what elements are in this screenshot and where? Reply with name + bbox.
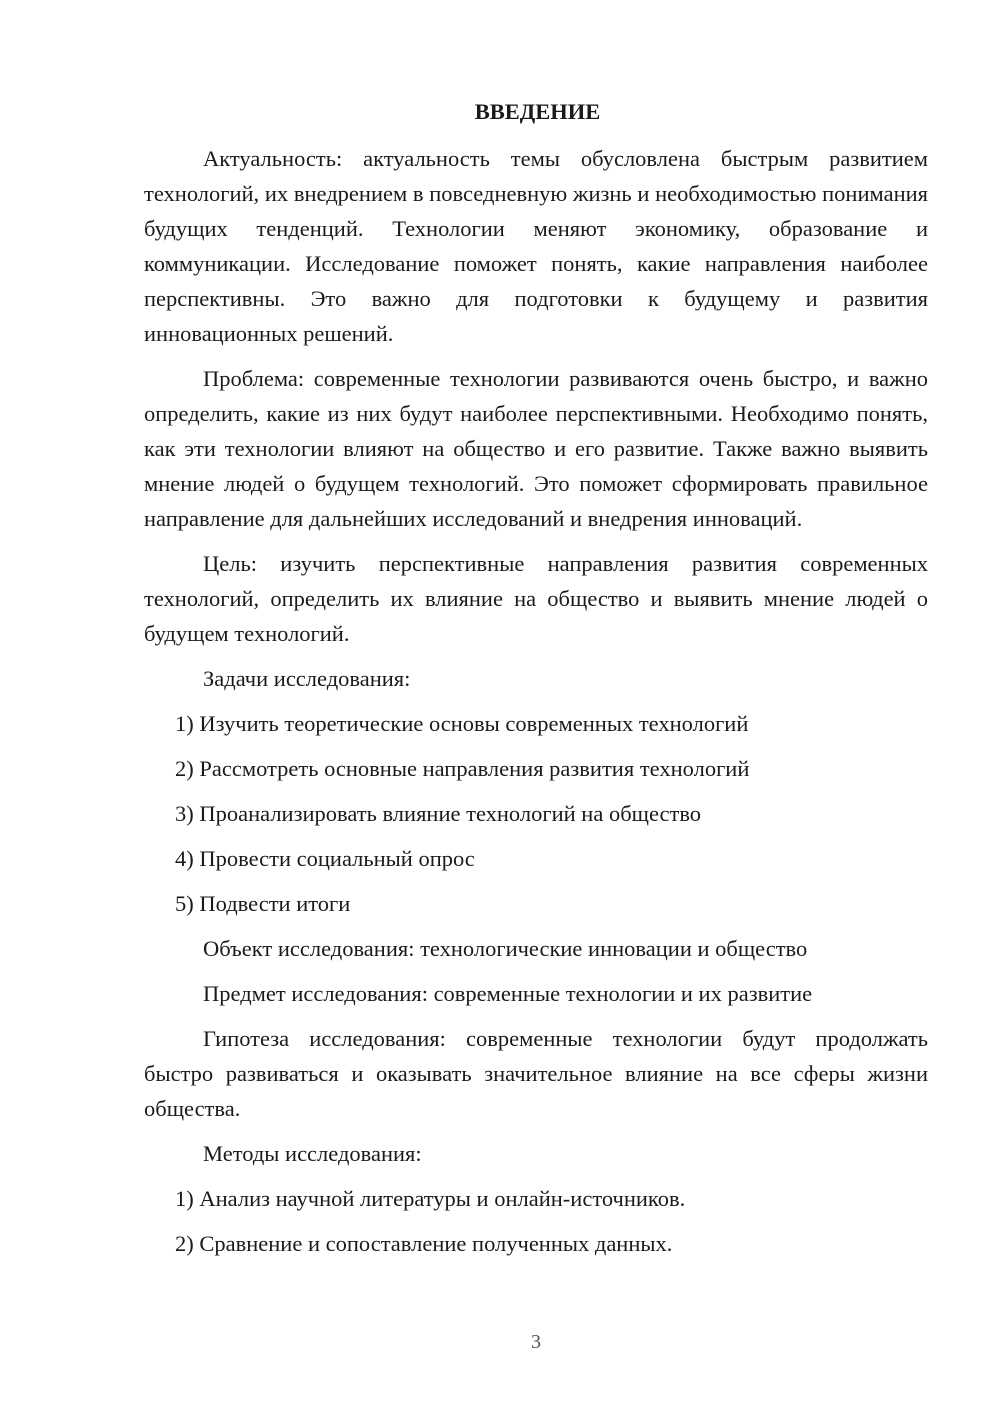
hypothesis-paragraph: Гипотеза исследования: современные технологии будут продолжать быстро развиваться и оказывать значительное влияние на все сферы жизни общества. (144, 1026, 928, 1121)
research-subject: Предмет исследования: современные технологии и их развитие (203, 981, 813, 1006)
task-item: 1) Изучить теоретические основы современных технологий (175, 711, 749, 736)
task-item: 5) Подвести итоги (175, 891, 351, 916)
task-item: 4) Провести социальный опрос (175, 846, 475, 871)
relevance-paragraph: Актуальность: актуальность темы обусловлена быстрым развитием технологий, их внедрением в повседневную жизнь и необходимостью понимания будущих тенденций. Технологии меняют экономику, образование и коммуникации. Исследование поможет понять, какие направления наиболее перспективны. Это важно для подготовки к будущему и развития инновационных решений. (144, 146, 928, 346)
document-page (144, 94, 928, 1271)
method-item: 2) Сравнение и сопоставление полученных данных. (175, 1231, 673, 1256)
problem-paragraph: Проблема: современные технологии развиваются очень быстро, и важно определить, какие из них будут наиболее перспективными. Необходимо понять, как эти технологии влияют на общество и его развитие. Также важно выявить мнение людей о будущем технологий. Это поможет сформировать правильное направление для дальнейших исследований и внедрения инноваций. (144, 366, 928, 531)
task-item: 2) Рассмотреть основные направления развития технологий (175, 756, 750, 781)
research-object: Объект исследования: технологические инновации и общество (203, 936, 808, 961)
tasks-heading: Задачи исследования: (203, 666, 411, 691)
method-item: 1) Анализ научной литературы и онлайн-источников. (175, 1186, 686, 1211)
task-item: 3) Проанализировать влияние технологий на общество (175, 801, 702, 826)
page-number: 3 (531, 1331, 541, 1353)
goal-paragraph: Цель: изучить перспективные направления развития современных технологий, определить их влияние на общество и выявить мнение людей о будущем технологий. (144, 551, 928, 646)
page-title: ВВЕДЕНИЕ (474, 99, 601, 124)
methods-heading: Методы исследования: (203, 1141, 422, 1166)
